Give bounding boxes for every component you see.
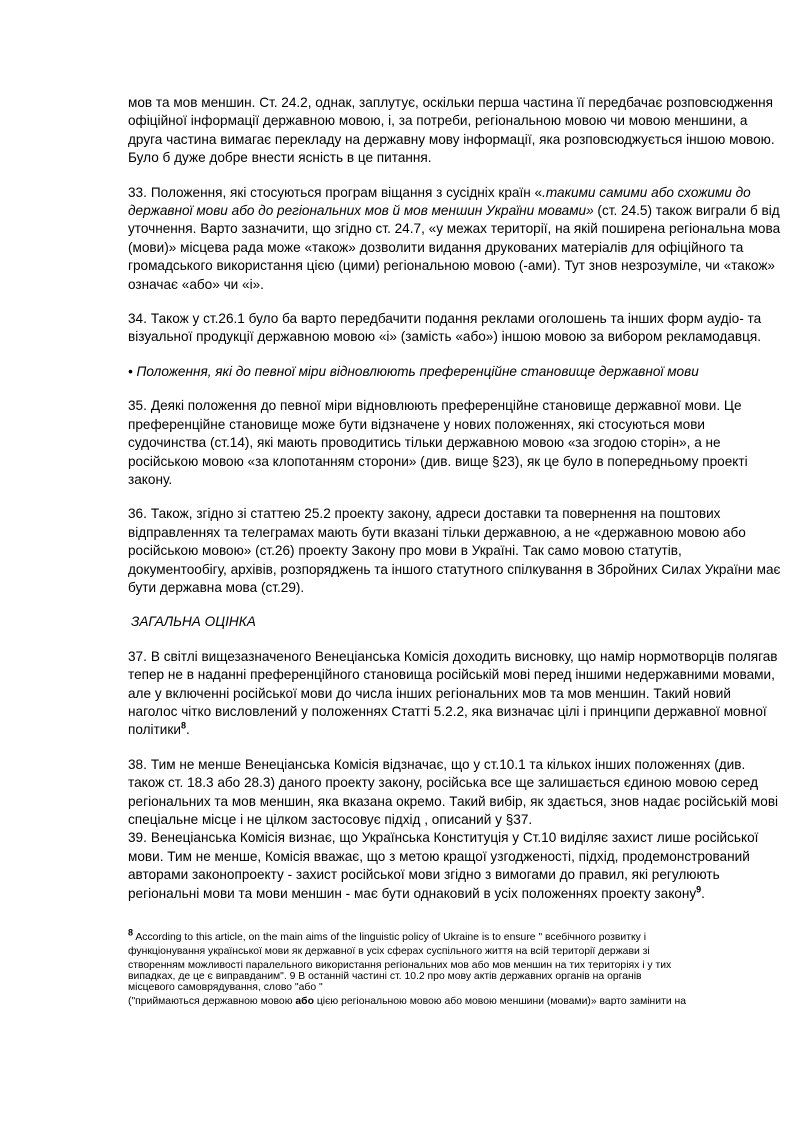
paragraph-number: 39. [128, 830, 147, 846]
bullet-heading: • Положення, які до певної міри відновлюють преференційне становище державної мови [128, 363, 699, 379]
paragraph-33 [128, 184, 784, 294]
paragraph-number: 34. [128, 311, 147, 327]
footnote-9-line [128, 995, 784, 1009]
footnote-ref-9[interactable]: 9 [696, 884, 702, 895]
paragraph-text: (ст. 24.5) також виграли б від уточнення. Варто зазначити, що згідно ст. 24.7, «у межах території, на якій поширена регіональна мова (мови)» місцева рада може «також» дозволити видання друкованих матеріалів для офіційного та громадського використання цією (цими) регіональною мовою (-ами). Тут знов незрозуміле, чи «також» означає «або» чи «і». [128, 203, 781, 292]
footnote-8-line: випадках, де це є виправданим". 9 В останній частині ст. 10.2 про мову актів державних органів на органів [128, 971, 642, 983]
paragraph-number: 38. [128, 756, 147, 772]
paragraph-text: Венеціанська Комісія визнає, що Українська Конституція у Ст.10 виділяє захист лише російської мови. Тим не менше, Комісія вважає, що з метою кращої узгодженості, підхід, продемонстрований авторами законопроекту - захист російської мови згідно з вимогами до правил, які регулюють регіональні мови та мови меншин - має бути однаковий в усіх положеннях проекту закону [128, 830, 759, 901]
paragraph-text: Деякі положення до певної міри відновлюють преференційне становище державної мови. Це преференційне становище може бути відзначене у нових положеннях, які стосуються мови судочинства (ст.14), які мають проводитись тільки державною мовою «за згодою сторін», а не російською мовою «за клопотанням сторони» (див. вище §23), як це було в попередньому проекті закону. [128, 398, 748, 487]
footnote-ref-8[interactable]: 8 [180, 720, 186, 731]
paragraph-number: 37. [128, 648, 147, 664]
footnote-8-line: створенням можливості паралельного використання регіональних мов або мов меншин на тих територіях і у тих [128, 960, 672, 972]
section-title: ЗАГАЛЬНА ОЦІНКА [131, 614, 256, 630]
paragraph-text-end: . [701, 885, 705, 901]
paragraph-37 [128, 648, 784, 740]
paragraph-continuation: мов та мов меншин. Ст. 24.2, однак, заплутує, оскільки перша частина її передбачає розповсюдження офіційної інформації державною мовою, і, за потреби, регіональною мовою чи мовою меншини, а друга частина вимагає перекладу на державну мову інформації, яка розповсюджується іншою мовою. Було б дуже добре внести ясність в це питання. [128, 95, 775, 166]
paragraph-number: 35. [128, 398, 147, 414]
footnote-text: цією регіональною мовою або мовою меншини (мовами)» варто замінити на [313, 996, 687, 1008]
paragraph-38 [128, 756, 784, 830]
footnotes [128, 927, 784, 1009]
paragraph-quote: .такими самими або схожими до державної мови або до регіональних мов й мов меншин України мовами» [128, 184, 751, 219]
paragraph-34 [128, 310, 784, 347]
paragraph-text-end: . [185, 722, 190, 738]
paragraph-number: 33. [128, 184, 147, 200]
paragraph-text: Також, згідно зі статтею 25.2 проекту закону, адреси доставки та повернення на поштових відправленнях та телеграмах мають бути вказані тільки державною, а не «державною мовою або російською мовою» (ст.26) проекту Закону про мови в Україні. Так само мовою статутів, документообігу, архівів, розпоряджень та іншого статутного спілкування в Збройних Силах України має бути державна мова (ст.29). [128, 506, 781, 595]
footnote-marker-8: 8 [128, 927, 134, 938]
paragraph-text: Тим не менше Венеціанська Комісія відзначає, що у ст.10.1 та кількох інших положеннях (див. також ст. 18.3 або 28.3) даного проекту закону, російська все ще залишається єдиною мовою серед регіональних та мов меншин, яка вказана окремо. Такий вибір, як здається, знов надає російській мові спеціальне місце і не цілком застосовує підхід , описаний у §37. [128, 756, 779, 827]
document-page [128, 94, 784, 1009]
paragraph-text: Також у ст.26.1 було ба варто передбачити подання реклами оголошень та інших форм аудіо- та візуальної продукції державною мовою «і» (замість «або») іншою мовою за вибором рекламодавця. [128, 311, 762, 345]
paragraph-number: 36. [128, 506, 147, 522]
footnote-bold-word: або [295, 996, 314, 1008]
paragraph-36 [128, 505, 784, 597]
paragraph-text: Положення, які стосуються програм віщання з сусідніх країн « [150, 184, 543, 200]
paragraph-39 [128, 829, 784, 903]
paragraph-35 [128, 397, 784, 489]
footnote-8-line [128, 927, 784, 945]
footnote-text: According to this article, on the main aims of the linguistic policy of Ukraine is to ensure " всебічного розвитку і [133, 932, 647, 944]
footnote-9-line: місцевого самоврядування, слово "або " [128, 982, 323, 994]
footnote-8-line: функціонування української мови як державної в усіх сферах суспільного життя на всій території держави зі [128, 946, 650, 958]
paragraph-text: В світлі вищезазначеного Венеціанська Комісія доходить висновку, що намір нормотворців полягав тепер не в наданні преференційного становища російській мові перед іншими недержавними мовами, але у включенні російської мови до числа інших регіональних мов та мов меншин. Такий новий наголос чітко висловлений у положеннях Статті 5.2.2, яка визначає цілі і принципи державної мовної політики [128, 648, 778, 738]
footnote-text: ("приймаються державною мовою [128, 996, 296, 1008]
